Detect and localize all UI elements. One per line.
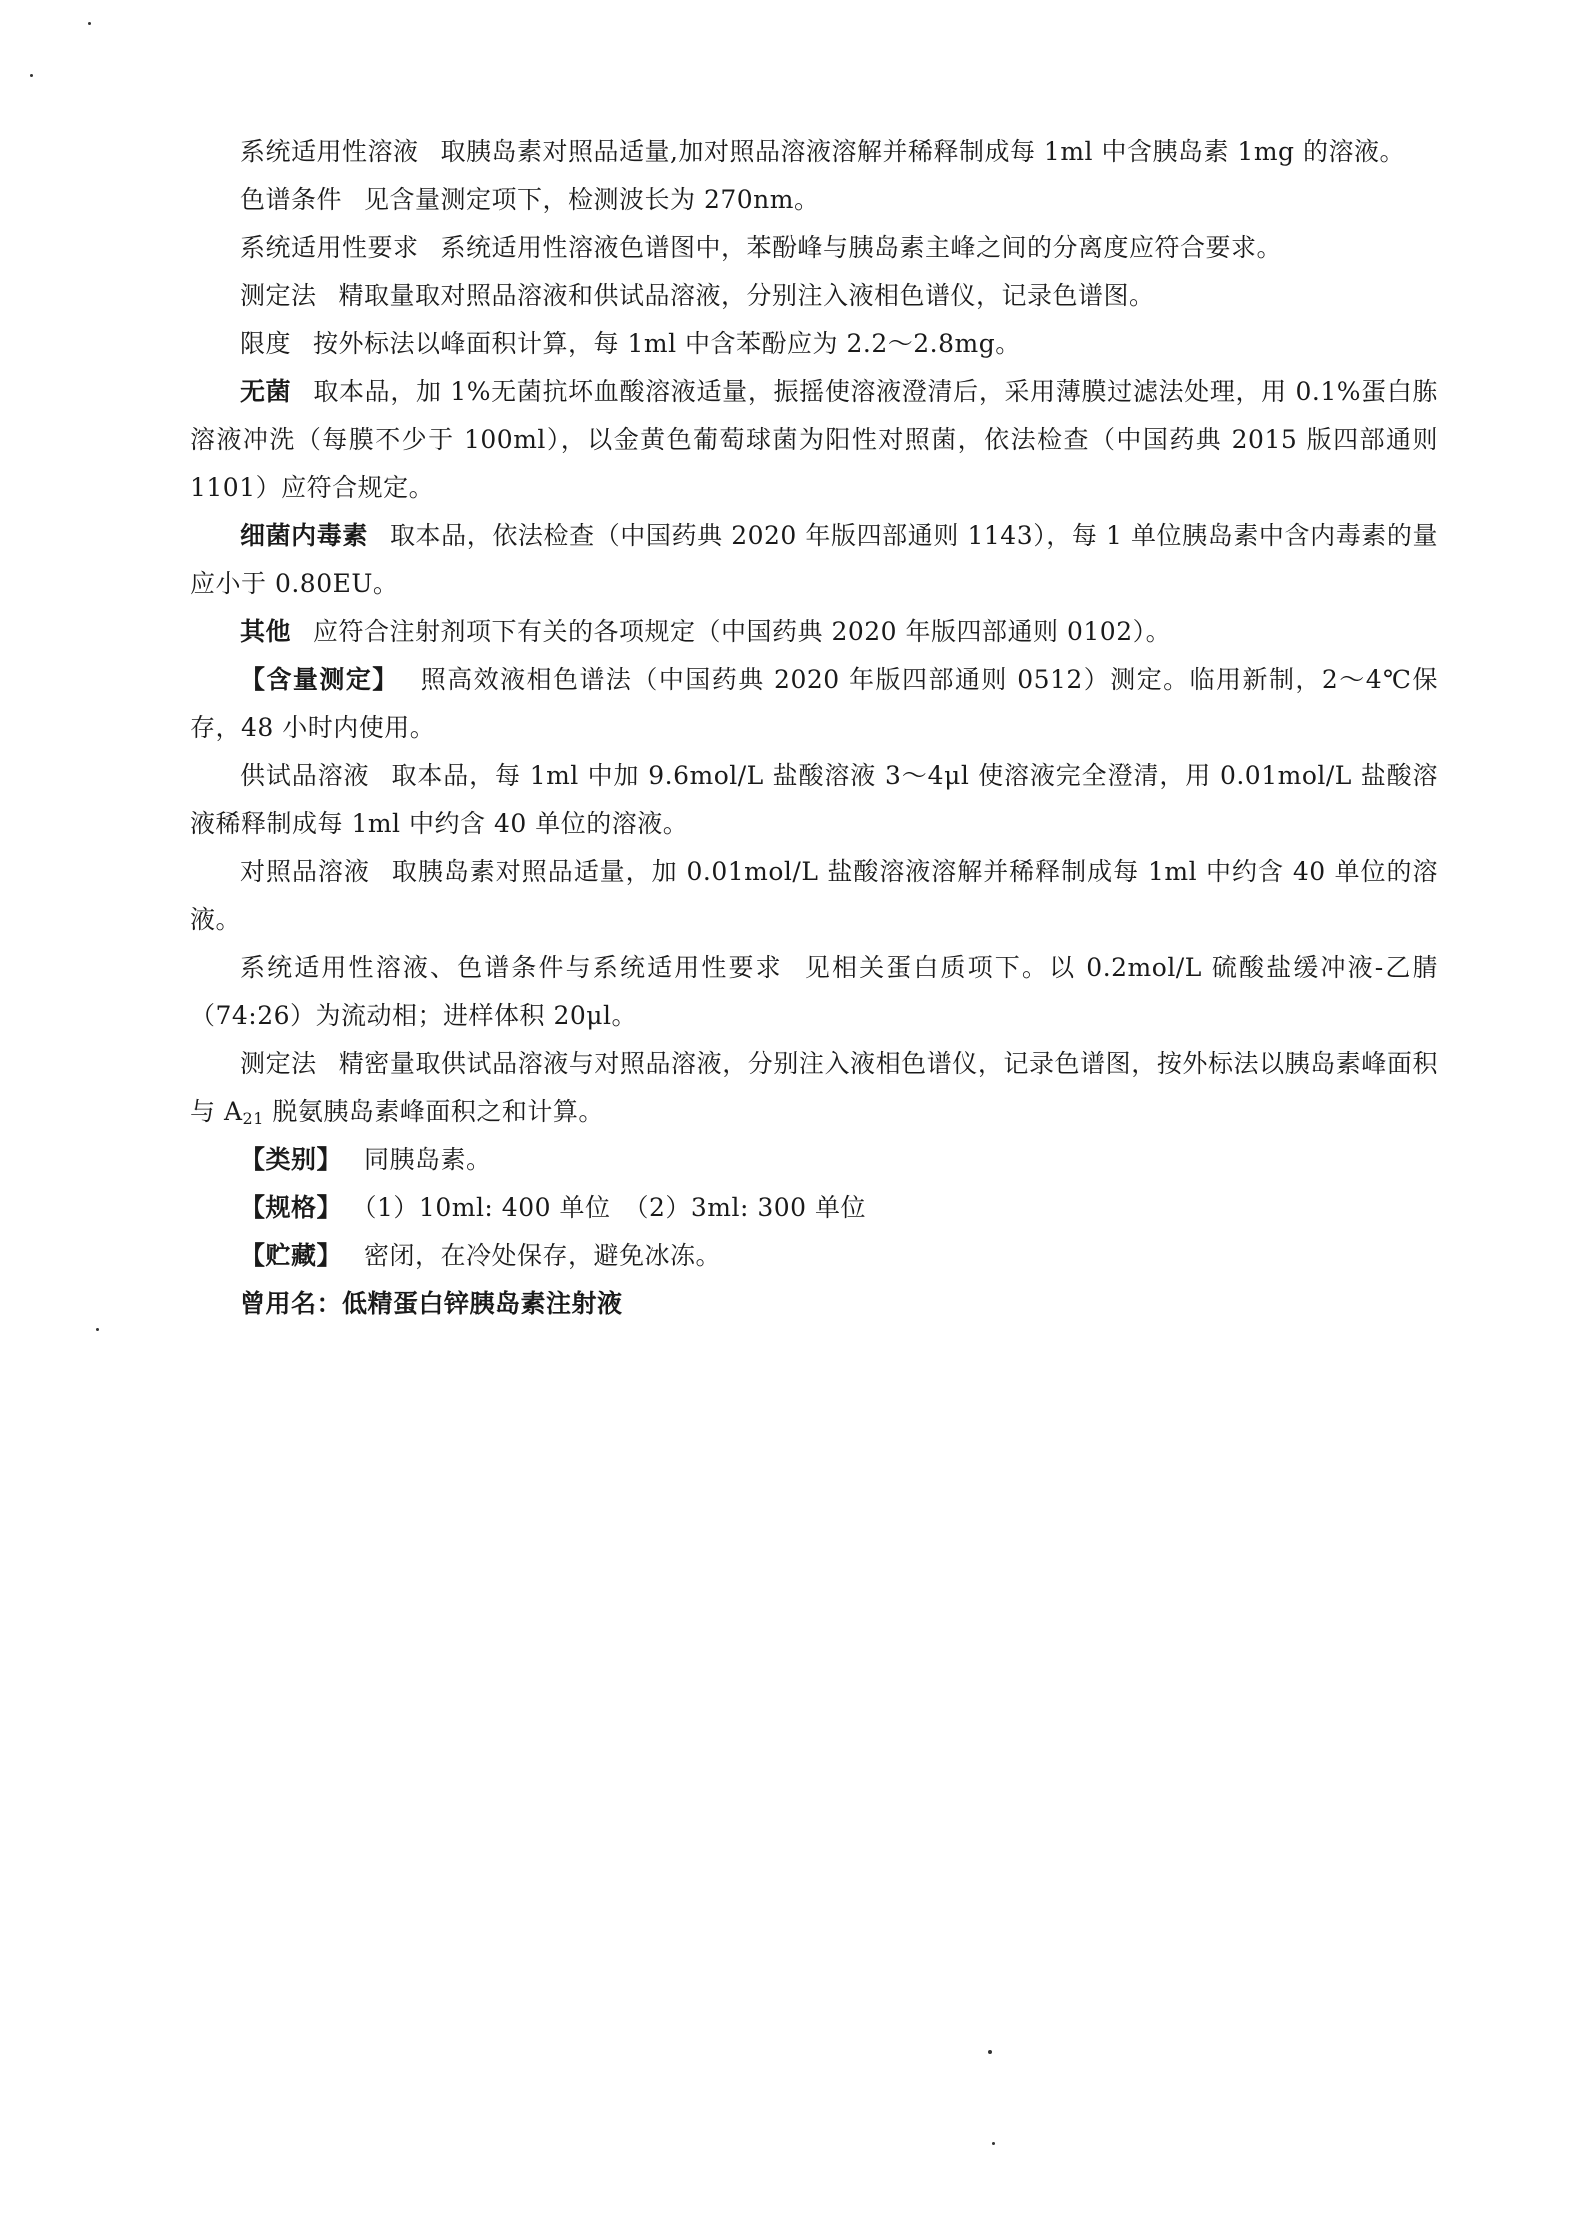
paragraph-lead: 系统适用性溶液、色谱条件与系统适用性要求 [240,953,783,982]
paragraph-lead: 色谱条件 [240,185,343,214]
paragraph-lead: 系统适用性溶液 [240,137,419,166]
paragraph-text: 取本品，加 1%无菌抗坏血酸溶液适量，振摇使溶液澄清后，采用薄膜过滤法处理，用 0.1%蛋白胨溶液冲洗（每膜不少于 100ml），以金黄色葡萄球菌为阳性对照菌，依法检查（中国药典 2015 版四部通则 1101）应符合规定。 [190,377,1438,502]
paragraph-lead: 对照品溶液 [240,857,370,886]
paragraph-heading: 其他 [240,617,292,646]
paragraph-former-name [190,1280,1438,1328]
paragraph-system-suitability-solution [190,128,1438,176]
paragraph-test-solution [190,752,1438,848]
paragraph-text: 精取量取对照品溶液和供试品溶液，分别注入液相色谱仪，记录色谱图。 [338,281,1155,310]
paragraph-lead: 系统适用性要求 [240,233,419,262]
paragraph-specification [190,1184,1438,1232]
paragraph-sterility [190,368,1438,512]
paragraph-text: 系统适用性溶液色谱图中，苯酚峰与胰岛素主峰之间的分离度应符合要求。 [440,233,1283,262]
paragraph-bacterial-endotoxin [190,512,1438,608]
paragraph-storage [190,1232,1438,1280]
paragraph-text: 照高效液相色谱法（中国药典 2020 年版四部通则 0512）测定。临用新制，2～4℃保存，48 小时内使用。 [190,665,1438,742]
paragraph-category [190,1136,1438,1184]
paragraph-text: 见含量测定项下，检测波长为 270nm。 [364,185,820,214]
paragraph-text: 脱氨胰岛素峰面积之和计算。 [263,1097,604,1126]
paragraph-text: 密闭，在冷处保存，避免冰冻。 [364,1241,722,1270]
paragraph-lead: 限度 [240,329,292,358]
section-heading: 【含量测定】 [240,665,399,694]
section-heading: 【规格】 [240,1193,343,1222]
paragraph-system-suitability-requirement [190,224,1438,272]
section-heading: 【类别】 [240,1145,343,1174]
paragraph-text: 取胰岛素对照品适量，加 0.01mol/L 盐酸溶液溶解并稀释制成每 1ml 中约含 40 单位的溶液。 [190,857,1438,934]
paragraph-text: （1）10ml: 400 单位 （2）3ml: 300 单位 [364,1193,867,1222]
subscript: 21 [242,1109,264,1128]
scan-speck [96,1328,99,1331]
scan-speck [88,22,91,25]
paragraph-text: 精密量取供试品溶液与对照品溶液，分别注入液相色谱仪，记录色谱图，按外标法以胰岛素峰面积与 A [190,1049,1438,1126]
paragraph-text: 取胰岛素对照品适量,加对照品溶液溶解并稀释制成每 1ml 中含胰岛素 1mg 的溶液。 [440,137,1405,166]
paragraph-reference-solution [190,848,1438,944]
paragraph-lead: 测定法 [240,1049,317,1078]
paragraph-text: 取本品，依法检查（中国药典 2020 年版四部通则 1143），每 1 单位胰岛素中含内毒素的量应小于 0.80EU。 [190,521,1438,598]
paragraph-lead: 测定法 [240,281,317,310]
paragraph-text: 按外标法以峰面积计算，每 1ml 中含苯酚应为 2.2～2.8mg。 [313,329,1021,358]
former-name: 曾用名：低精蛋白锌胰岛素注射液 [240,1289,623,1318]
paragraph-heading: 细菌内毒素 [240,521,368,550]
paragraph-text: 取本品，每 1ml 中加 9.6mol/L 盐酸溶液 3～4μl 使溶液完全澄清，用 0.01mol/L 盐酸溶液稀释制成每 1ml 中约含 40 单位的溶液。 [190,761,1438,838]
paragraph-text: 同胰岛素。 [364,1145,492,1174]
paragraph-assay [190,656,1438,752]
paragraph-determination-method [190,272,1438,320]
paragraph-system-suitability-combined [190,944,1438,1040]
scan-speck [992,2142,995,2145]
paragraph-heading: 无菌 [240,377,292,406]
paragraph-text: 见相关蛋白质项下。以 0.2mol/L 硫酸盐缓冲液-乙腈（74:26）为流动相；进样体积 20μl。 [190,953,1438,1030]
paragraph-text: 应符合注射剂项下有关的各项规定（中国药典 2020 年版四部通则 0102）。 [313,617,1172,646]
paragraph-lead: 供试品溶液 [240,761,370,790]
paragraph-other [190,608,1438,656]
section-heading: 【贮藏】 [240,1241,343,1270]
document-body [190,128,1438,1328]
paragraph-chromatographic-conditions [190,176,1438,224]
scan-speck [988,2050,992,2054]
paragraph-assay-method [190,1040,1438,1136]
paragraph-limit [190,320,1438,368]
scan-speck [30,74,33,77]
